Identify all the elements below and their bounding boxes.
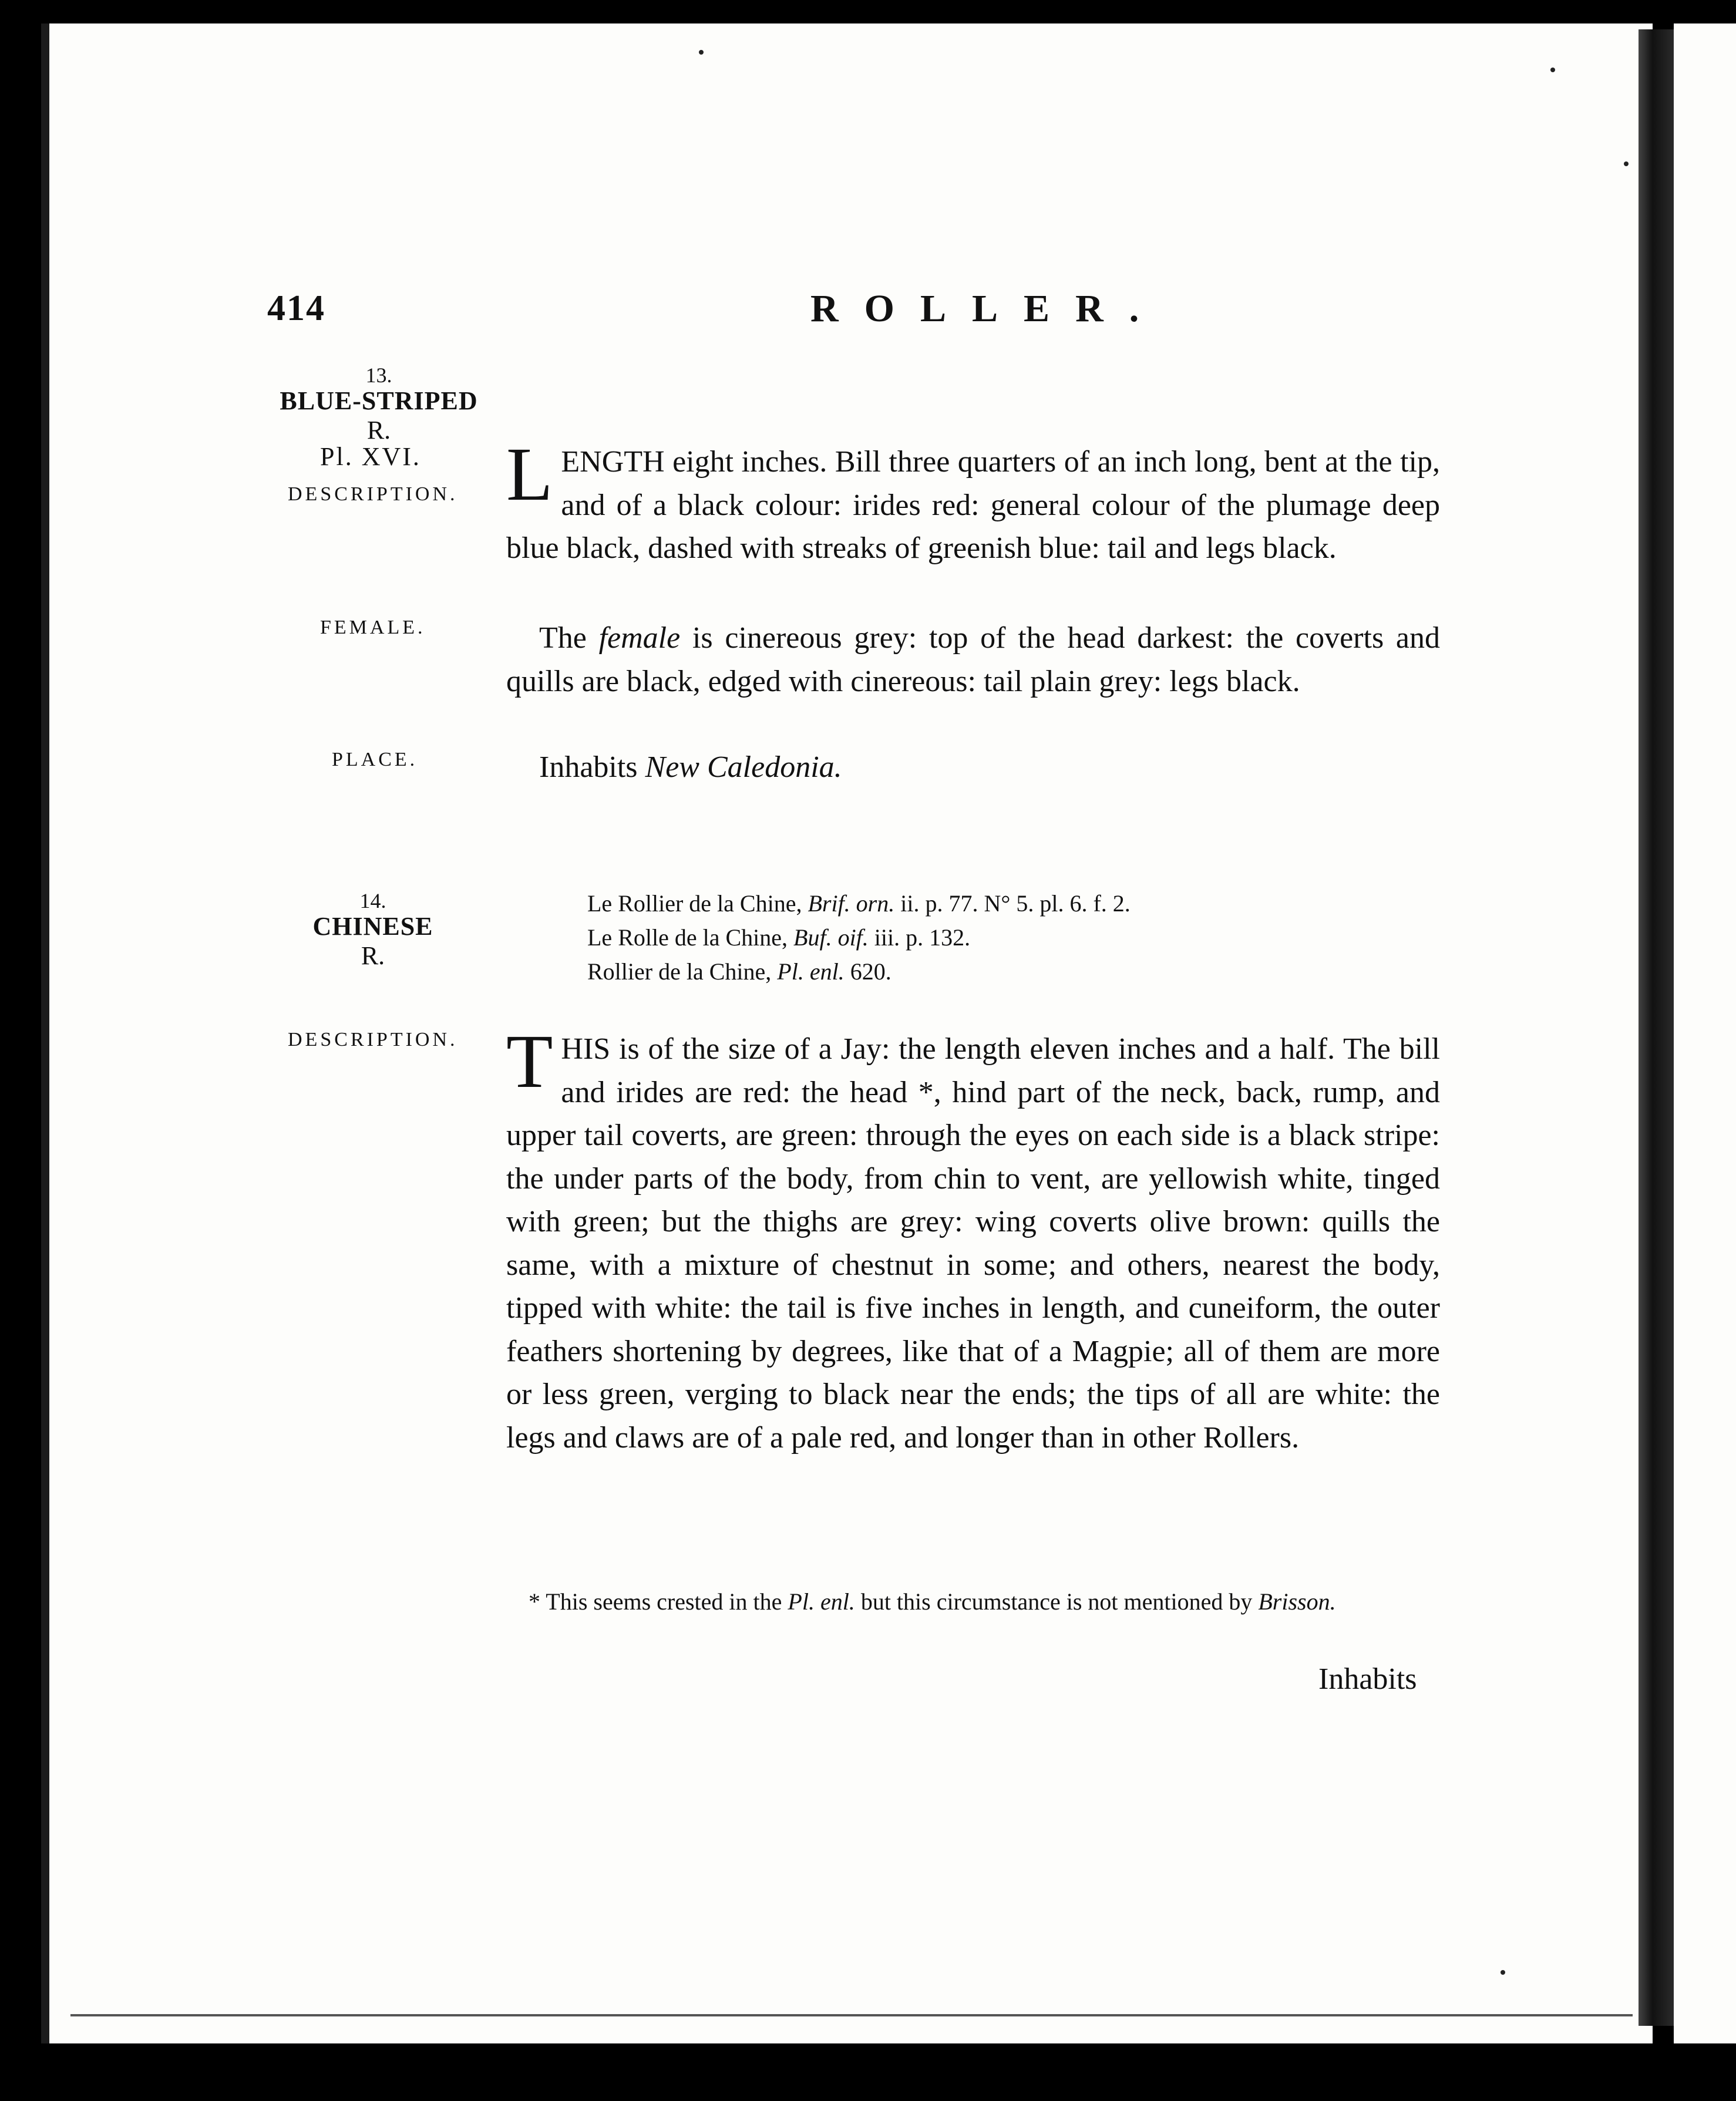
species-14-name: CHINESE (312, 912, 433, 941)
margin-label-female: FEMALE. (320, 617, 426, 638)
reference-text: ii. p. 77. N° 5. pl. 6. f. 2. (894, 890, 1131, 917)
footnote-text: * This seems crested in the (529, 1588, 788, 1615)
reference-line (587, 921, 1468, 955)
speck (1550, 68, 1555, 72)
catchword: Inhabits (1318, 1662, 1417, 1696)
plate-reference: Pl. XVI. (320, 442, 421, 471)
drop-cap: T (506, 1019, 553, 1104)
bottom-edge-line (70, 2014, 1633, 2016)
scan-border (41, 2043, 1736, 2101)
description-text: HIS is of the size of a Jay: the length eleven inches and a half. The bill and irides are red: the head *, hind part of the neck, back, rump, and upper tail coverts, are green: through the eyes on each side is a black stripe: the under parts of the body, from chin to vent, are yellowish white, tinged with green; but the thighs are grey: wing coverts olive brown: quills the same, with a mixture of chestnut in some; and others, nearest the body, tipped with white: the tail is five inches in length, and cuneiform, the outer feathers shortening by degrees, like that of a Magpie; all of them are more or less green, verging to black near the ends; the tips of all are white: the legs and claws are of a pale red, and longer than in other Rollers. (506, 1032, 1440, 1454)
speck (699, 50, 704, 55)
reference-text: Le Rolle de la Chine, (587, 924, 794, 951)
species-14-suffix: R. (361, 941, 385, 970)
footnote (499, 1585, 1439, 1618)
margin-label-description-14: DESCRIPTION. (288, 1029, 458, 1050)
species-14-heading (279, 890, 467, 971)
female-text-pre: The (539, 621, 599, 655)
species-13-female (506, 617, 1440, 703)
species-13-description (506, 432, 1440, 570)
place-text-pre: Inhabits (539, 750, 645, 784)
footnote-italic: Brisson. (1258, 1588, 1336, 1615)
species-13-suffix: R. (366, 416, 391, 445)
species-13-place (506, 746, 1440, 789)
margin-label-place: PLACE. (332, 749, 418, 770)
description-text: ENGTH eight inches. Bill three quarters of an inch long, bent at the tip, and of a black colour: irides red: general colour of the plumage deep blue black, dashed with streaks of greenish blue: tail and legs black. (506, 445, 1440, 565)
species-14-description (506, 1019, 1440, 1459)
female-text-post: is cinereous grey: top of the head darkest: the coverts and quills are black, edged with cinereous: tail plain grey: legs black. (506, 621, 1441, 698)
book-spine-shadow (1639, 29, 1674, 2026)
species-13-number: 13. (365, 363, 392, 387)
reference-italic: Brif. orn. (808, 890, 895, 917)
reference-text: Rollier de la Chine, (587, 958, 778, 985)
synonymy-references (587, 887, 1468, 989)
species-13-heading (267, 364, 490, 445)
female-italic: female (598, 621, 681, 655)
margin-label-description: DESCRIPTION. (288, 483, 458, 505)
reference-text: Le Rollier de la Chine, (587, 890, 808, 917)
footnote-italic: Pl. enl. (788, 1588, 855, 1615)
reference-text: 620. (844, 958, 891, 985)
reference-line (587, 887, 1468, 921)
species-14-number: 14. (359, 889, 386, 913)
facing-page-edge (1674, 23, 1736, 2043)
running-title: ROLLER. (810, 287, 1165, 330)
reference-italic: Pl. enl. (777, 958, 845, 985)
drop-cap: L (506, 432, 553, 517)
place-italic: New Caledonia. (645, 750, 842, 784)
reference-text: iii. p. 132. (868, 924, 971, 951)
footnote-text: but this circumstance is not mentioned by (854, 1588, 1259, 1615)
speck (1501, 1970, 1505, 1975)
speck (1624, 161, 1629, 166)
species-13-name: BLUE-STRIPED (280, 386, 478, 415)
page-number: 414 (267, 288, 325, 328)
reference-italic: Buf. oif. (793, 924, 869, 951)
reference-line (587, 955, 1468, 989)
